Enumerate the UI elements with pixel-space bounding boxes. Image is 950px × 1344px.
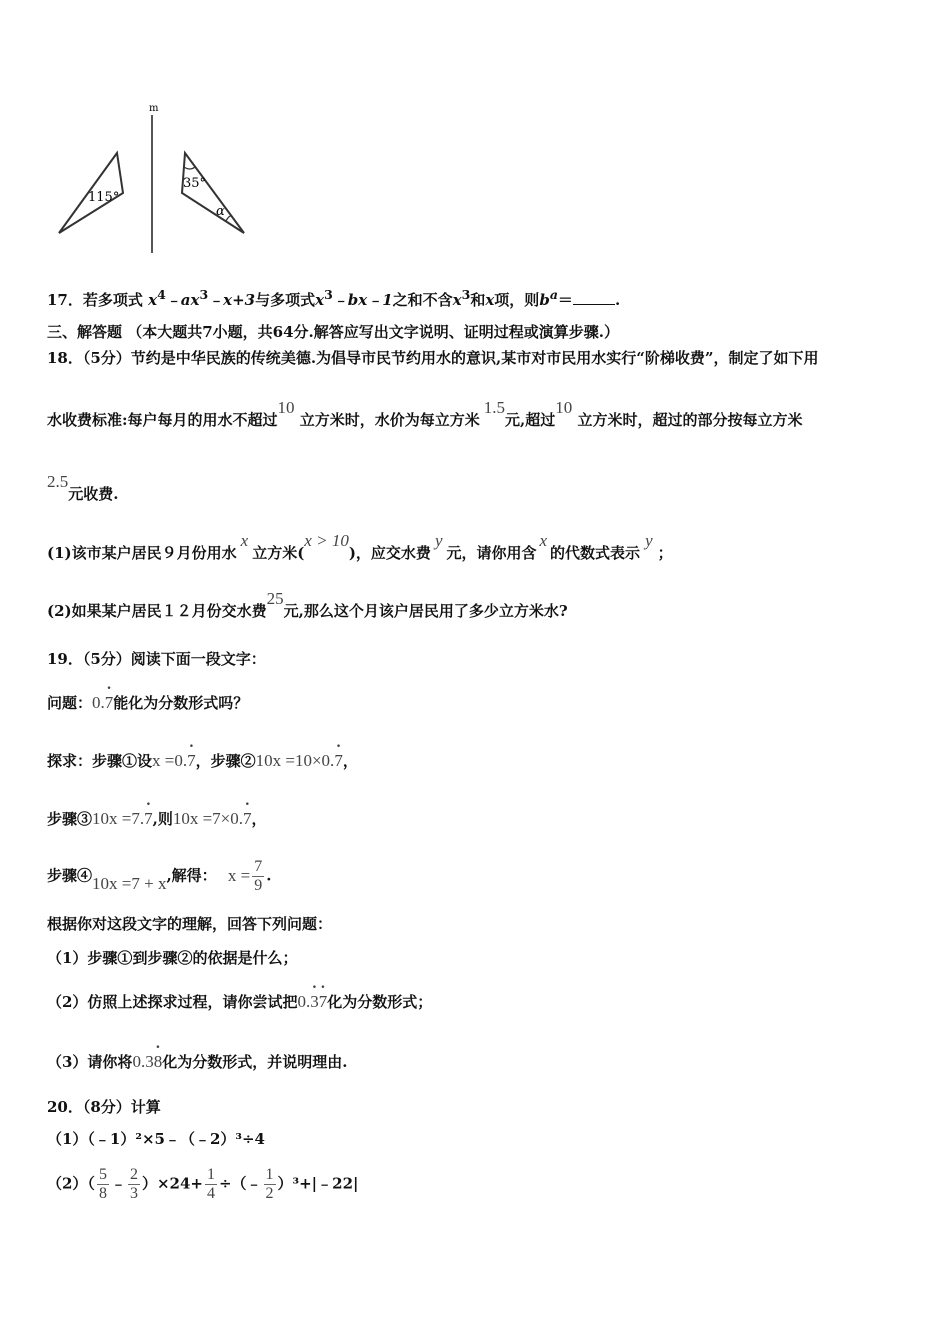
q18-number: 1.5 — [483, 398, 506, 417]
q19-text: 问题： — [47, 694, 93, 712]
q18-line3 — [47, 472, 119, 504]
q17-number: 17． — [47, 291, 83, 309]
fraction-numerator: 2 — [129, 1166, 138, 1183]
q19-text: 步骤④ — [47, 866, 93, 885]
q19-text: ,则 — [152, 810, 173, 828]
q20-text: ）×24+ — [141, 1174, 203, 1193]
q17-text: 与多项式 — [255, 291, 316, 309]
right-triangle — [182, 153, 244, 233]
q19-math: 0.3 — [132, 1052, 154, 1071]
q19-title: 19．（5分）阅读下面一段文字： — [47, 650, 266, 668]
q17-text: 之和不含 — [392, 291, 453, 309]
q19-text: 化为分数形式； — [327, 993, 433, 1011]
q17-exp: 3 — [199, 287, 209, 302]
q19-fraction — [252, 858, 264, 895]
q19-problem — [47, 692, 248, 713]
q19-text: 能化为分数形式吗？ — [113, 694, 249, 712]
q17-text: 和 — [470, 291, 486, 309]
q19-repeating-digit: 7 · — [243, 809, 252, 829]
left-angle-label: 115° — [88, 190, 120, 205]
q19-repeating-digit: 7 · — [187, 751, 196, 771]
q19-repeating-digit: 3 · — [310, 992, 319, 1012]
q17-term: ﹣x+3 — [208, 291, 256, 309]
q17-term: ﹣ax — [165, 291, 200, 309]
q18-text: )，应交水费 — [348, 544, 431, 562]
q19-instruction: 根据你对这段文字的理解，回答下列问题： — [47, 915, 333, 933]
line-m-label: m — [149, 103, 159, 114]
q17-exp: a — [549, 287, 558, 302]
question-17 — [47, 287, 620, 310]
q19-math: 10x =7×0. — [172, 809, 244, 828]
q18-line1: 18．（5分）节约是中华民族的传统美德.为倡导市民节约用水的意识,某市对市民用水实行“阶梯收费”，制定了如下用 — [47, 349, 819, 367]
fraction-denominator: 3 — [129, 1185, 138, 1202]
q18-number: 2.5 — [47, 472, 69, 491]
fraction-denominator: 4 — [206, 1185, 215, 1202]
fraction-numerator: 5 — [98, 1166, 107, 1183]
q17-text: ＝ — [557, 291, 573, 309]
q20-title: 20．（8分）计算 — [47, 1098, 161, 1116]
q18-text: 立方米时，水价为每立方米 — [299, 411, 480, 429]
q19-math: 10x =7. — [92, 809, 145, 828]
q19-repeating-digit: 7 · — [105, 693, 114, 713]
q20-text: ）³+|﹣22| — [277, 1174, 359, 1193]
q19-repeating-digit: 7 · — [334, 751, 343, 771]
q17-exp: 4 — [157, 287, 166, 302]
q17-var: x — [148, 291, 158, 309]
q19-math: 10x =7 + x — [92, 873, 167, 893]
q20-fraction-3 — [205, 1166, 217, 1203]
q18-number: 25 — [266, 589, 284, 608]
q19-text: ，步骤② — [195, 752, 256, 770]
q19-step3 — [47, 808, 267, 829]
fraction-denominator: 2 — [265, 1185, 274, 1202]
q18-part2 — [47, 589, 568, 621]
q18-number: 10 — [555, 398, 573, 417]
q19-explore — [47, 750, 358, 771]
q19-sub1: （1）步骤①到步骤②的依据是什么； — [47, 949, 298, 967]
q19-math: 10x =10×0. — [255, 751, 335, 770]
q17-text: 项，则 — [494, 291, 540, 309]
q18-text: 元,那么这个月该户居民用了多少立方米水? — [283, 602, 568, 620]
q18-text: 元，请你用含 — [446, 544, 537, 562]
q19-sub3 — [47, 1051, 347, 1072]
q19-repeating-digit: 8 · — [154, 1052, 163, 1072]
geometry-figure — [40, 95, 270, 260]
q18-text: ； — [657, 544, 673, 562]
q20-text: ﹣ — [110, 1174, 126, 1193]
q17-text: . — [614, 291, 621, 309]
q18-text: 立方米时，超过的部分按每立方米 — [577, 411, 803, 429]
q19-text: . — [266, 866, 272, 885]
q20-part1: （1）（﹣1）²×5﹣（﹣2）³÷4 — [47, 1130, 265, 1148]
q18-text: 的代数式表示 — [550, 544, 641, 562]
q19-text: （2）仿照上述探求过程，请你尝试把 — [47, 993, 298, 1011]
q19-text: （3）请你将 — [47, 1053, 133, 1071]
q19-math: x = — [227, 865, 251, 885]
q18-line2 — [47, 398, 803, 430]
right-angle-arc-top — [184, 167, 195, 169]
q17-var: b — [539, 291, 550, 309]
q17-exp: 3 — [324, 287, 333, 302]
q17-var: x — [315, 291, 325, 309]
right-angle-top-label: 35° — [183, 176, 207, 191]
q20-fraction-1 — [97, 1166, 109, 1203]
q18-condition: x > 10 — [304, 531, 349, 550]
q18-var: y — [645, 531, 653, 550]
q17-exp: 3 — [461, 287, 471, 302]
q18-var: x — [240, 531, 249, 550]
q19-text: ， — [342, 752, 358, 770]
q18-text: 水收费标准:每户每月的用水不超过 — [47, 411, 278, 429]
q19-math: 0. — [297, 992, 311, 1011]
q18-number: 10 — [277, 398, 295, 417]
q19-sub2 — [47, 991, 432, 1012]
q17-text: 若多项式 — [82, 291, 143, 309]
fraction-denominator: 8 — [98, 1185, 107, 1202]
q18-text: (1)该市某户居民９月份用水 — [47, 544, 237, 562]
q18-var: y — [434, 531, 443, 550]
q18-text: 元收费. — [68, 485, 119, 503]
q19-text: 步骤③ — [47, 810, 93, 828]
q19-text: 化为分数形式，并说明理由. — [162, 1053, 348, 1071]
fraction-numerator: 1 — [206, 1166, 215, 1183]
q19-step4 — [47, 858, 272, 895]
q20-part2 — [47, 1166, 358, 1203]
q18-var: x — [539, 531, 548, 550]
q17-term: ﹣bx﹣1 — [332, 291, 393, 309]
fraction-numerator: 7 — [254, 858, 263, 875]
q19-math: x =0. — [152, 751, 188, 770]
q19-repeating-digit: 7 · — [144, 809, 153, 829]
q19-text: 探求：步骤①设 — [47, 752, 153, 770]
q19-math: 0. — [92, 693, 105, 712]
section-3-heading: 三、解答题 （本大题共7小题，共64分.解答应写出文字说明、证明过程或演算步骤.） — [47, 323, 619, 341]
q19-text: ,解得： — [166, 866, 217, 885]
q17-var: x — [485, 291, 495, 309]
q17-answer-blank[interactable] — [573, 292, 615, 305]
right-angle-bottom-label: α — [216, 204, 225, 219]
q18-text: 元,超过 — [505, 411, 556, 429]
q20-fraction-2 — [128, 1166, 140, 1203]
q18-part1 — [47, 531, 673, 563]
q20-fraction-4 — [264, 1166, 276, 1203]
q19-repeating-digit: 7 · — [319, 992, 328, 1012]
q20-text: （2）（ — [47, 1174, 95, 1193]
q18-text: 立方米( — [252, 544, 305, 562]
fraction-numerator: 1 — [265, 1166, 274, 1183]
q18-text: (2)如果某户居民１２月份交水费 — [47, 602, 267, 620]
q17-var: x — [452, 291, 462, 309]
fraction-denominator: 9 — [254, 877, 263, 894]
q20-text: ÷（﹣ — [218, 1174, 262, 1193]
q19-text: ， — [251, 810, 267, 828]
